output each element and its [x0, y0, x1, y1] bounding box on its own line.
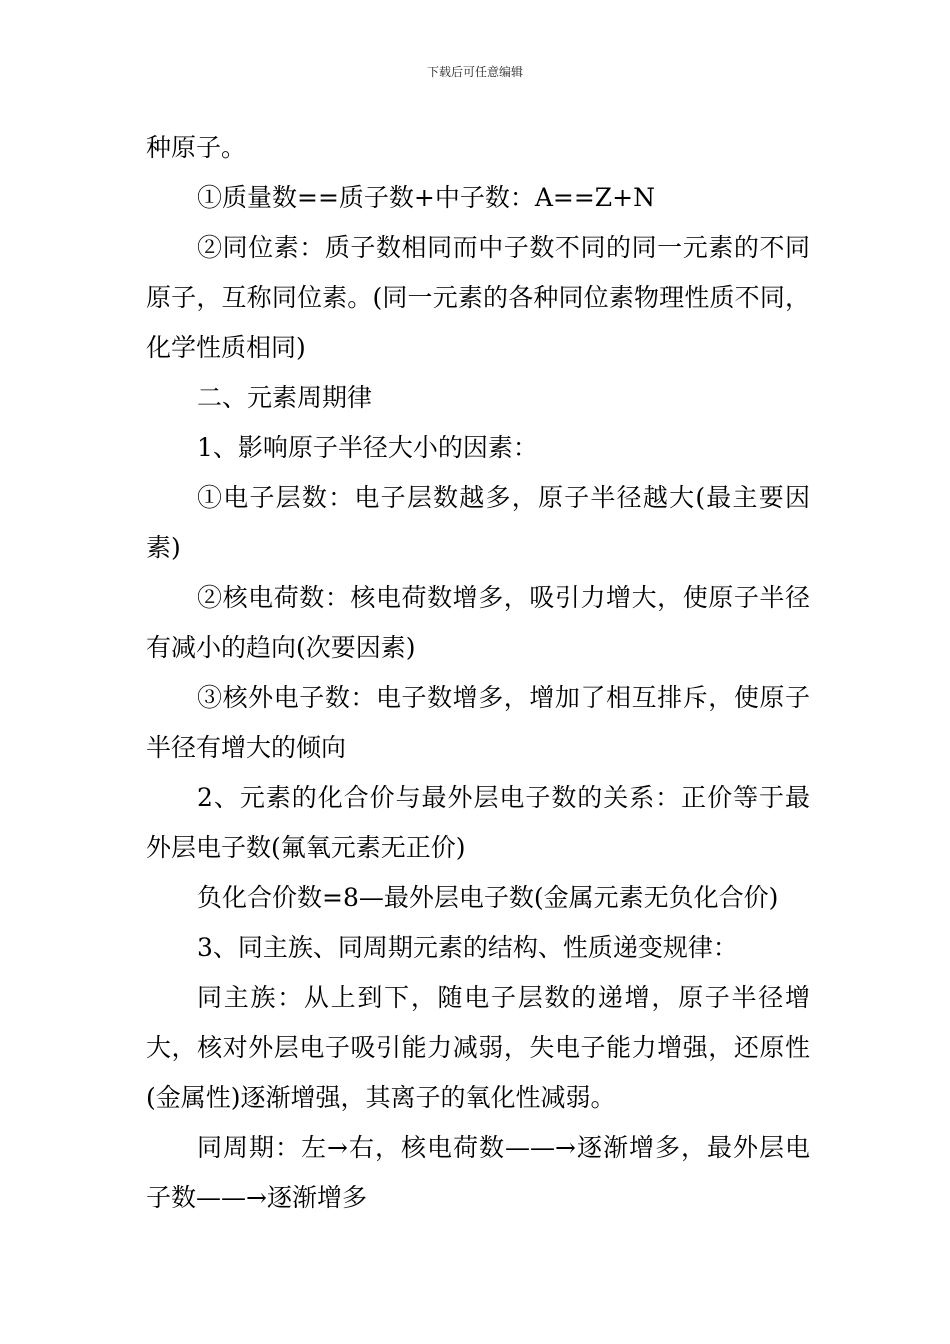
paragraph-radius-factors: 1、影响原子半径大小的因素： — [197, 433, 538, 462]
paragraph-valence-relation: 2、元素的化合价与最外层电子数的关系：正价等于最外层电子数(氟氧元素无正价) — [146, 783, 810, 862]
paragraph-same-group: 同主族：从上到下，随电子层数的递增，原子半径增大，核对外层电子吸引能力减弱，失电子能力增强，还原性(金属性)逐渐增强，其离子的氧化性减弱。 — [146, 983, 810, 1112]
section-heading-periodic-law: 二、元素周期律 — [197, 383, 373, 412]
paragraph-atom-types: 种原子。 — [146, 133, 247, 162]
paragraph-outer-electrons: ③核外电子数：电子数增多，增加了相互排斥，使原子半径有增大的倾向 — [146, 683, 810, 762]
paragraph-isotope: ②同位素：质子数相同而中子数不同的同一元素的不同原子，互称同位素。(同一元素的各种同位素物理性质不同，化学性质相同) — [146, 233, 810, 362]
page-header: 下载后可任意编辑 — [426, 65, 523, 79]
paragraph-mass-number: ①质量数==质子数+中子数：A==Z+N — [197, 183, 655, 212]
document-body — [146, 123, 810, 1223]
paragraph-negative-valence: 负化合价数=8—最外层电子数(金属元素无负化合价) — [197, 883, 779, 912]
paragraph-same-period: 同周期：左→右，核电荷数——→逐渐增多，最外层电子数——→逐渐增多 — [146, 1133, 810, 1212]
paragraph-nuclear-charge: ②核电荷数：核电荷数增多，吸引力增大，使原子半径有减小的趋向(次要因素) — [146, 583, 810, 662]
paragraph-electron-shells: ①电子层数：电子层数越多，原子半径越大(最主要因素) — [146, 483, 810, 562]
paragraph-trend-rules: 3、同主族、同周期元素的结构、性质递变规律： — [197, 933, 738, 962]
